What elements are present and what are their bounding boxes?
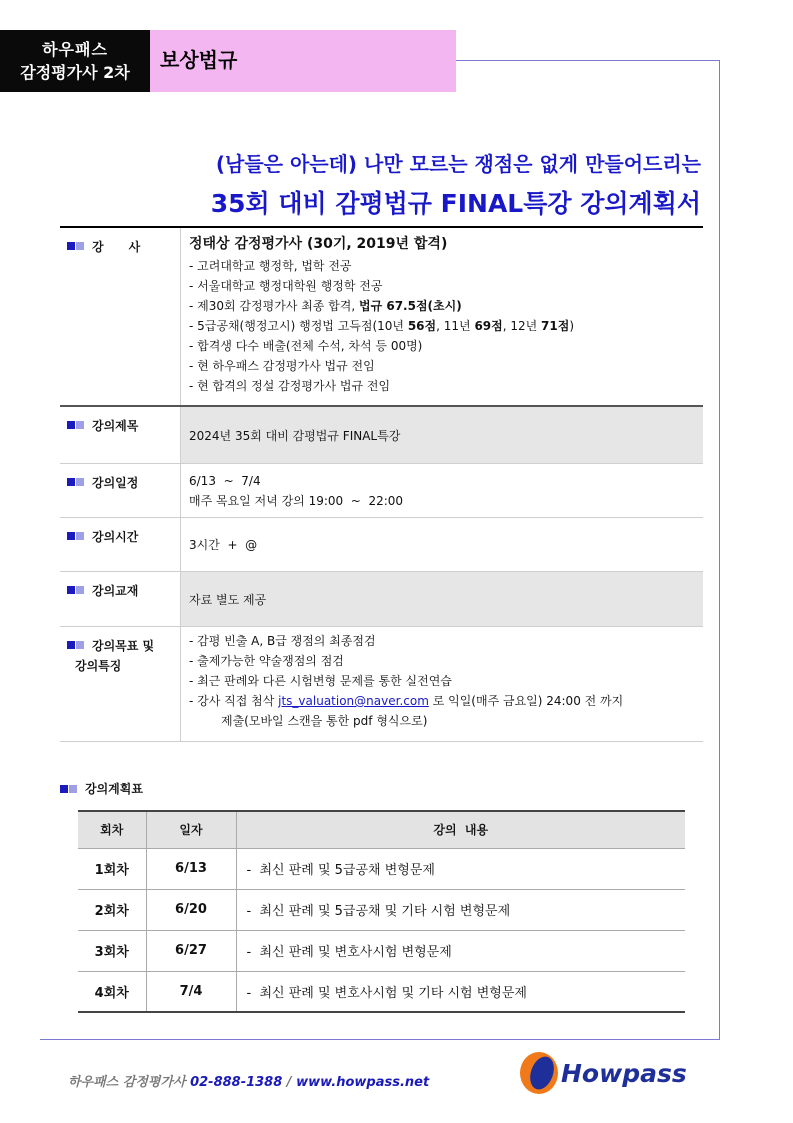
bio-line: - 현 합격의 정설 감정평가사 법규 전임 <box>189 379 391 393</box>
footer-website-link[interactable]: www.howpass.net <box>296 1075 430 1090</box>
square-bullet-icon <box>67 586 84 594</box>
goal-text: - 강사 직접 첨삭 <box>189 694 279 708</box>
hours-row <box>60 518 703 572</box>
hours-label: 강의시간 <box>92 530 139 544</box>
square-bullet-icon <box>67 532 84 540</box>
square-bullet-icon <box>67 641 84 649</box>
course-title-label-cell <box>60 407 181 463</box>
goal-line: - 출제가능한 약술쟁점의 점검 <box>189 654 344 668</box>
textbook-text: 자료 별도 제공 <box>189 593 267 607</box>
header-session: 회차 <box>78 811 146 848</box>
bio-text: - 5급공채(행정고시) 행정법 고득점(10년 <box>189 319 408 333</box>
table-row <box>78 889 685 930</box>
bio-line: - 고려대학교 행정학, 법학 전공 <box>189 259 352 273</box>
footer-contact <box>68 1071 429 1090</box>
bio-line <box>189 316 703 336</box>
header-date: 일자 <box>146 811 236 848</box>
content-cell: - 최신 판례 및 5급공채 변형문제 <box>236 848 685 889</box>
schedule-dates: 6/13 ~ 7/4 <box>189 474 261 488</box>
frame-top-line <box>455 60 720 61</box>
bio-text: , 12년 <box>502 319 542 333</box>
frame-bottom-line <box>40 1039 720 1040</box>
hours-value <box>181 518 703 571</box>
session-cell: 1회차 <box>78 848 146 889</box>
textbook-value <box>181 572 703 626</box>
goals-label <box>75 636 155 676</box>
date-cell: 6/27 <box>146 930 236 971</box>
hours-label-cell <box>60 518 181 571</box>
footer-phone: 02-888-1388 <box>190 1075 283 1090</box>
footer-separator: / <box>282 1075 297 1090</box>
header-content: 강의 내용 <box>236 811 685 848</box>
bio-text: , 11년 <box>436 319 475 333</box>
date-cell: 6/13 <box>146 848 236 889</box>
content-cell: - 최신 판례 및 변호사시험 변형문제 <box>236 930 685 971</box>
bio-score: 71점 <box>541 319 570 333</box>
course-title-label: 강의제목 <box>92 419 139 433</box>
bio-line: - 현 하우패스 감정평가사 법규 전임 <box>189 359 375 373</box>
headline-tagline: (남들은 아는데) 나만 모르는 쟁점은 없게 만들어드리는 <box>215 152 701 176</box>
bio-score: 법규 67.5점(초시) <box>359 299 462 313</box>
bio-line: - 합격생 다수 배출(전체 수석, 차석 등 00명) <box>189 339 423 353</box>
plan-section-title <box>60 780 143 797</box>
schedule-label-cell <box>60 464 181 517</box>
session-cell: 3회차 <box>78 930 146 971</box>
bio-text: - 제30회 감정평가사 최종 합격, <box>189 299 359 313</box>
goals-value <box>181 627 703 741</box>
content-cell: - 최신 판례 및 5급공채 및 기타 시험 변형문제 <box>236 889 685 930</box>
instructor-email-link[interactable]: jts_valuation@naver.com <box>278 694 429 708</box>
textbook-row <box>60 572 703 627</box>
goals-label-line: 강의목표 및 <box>92 639 155 653</box>
brand-course: 감정평가사 2차 <box>20 63 130 82</box>
instructor-label-cell <box>60 228 181 405</box>
course-title: 2024년 35회 대비 감평법규 FINAL특강 <box>189 429 401 443</box>
headline-title: 35회 대비 감평법규 FINAL특강 강의계획서 <box>210 189 701 218</box>
logo-wordmark: Howpass <box>561 1059 687 1088</box>
brand-box <box>0 30 150 92</box>
instructor-row <box>60 228 703 407</box>
textbook-label: 강의교재 <box>92 584 139 598</box>
plan-header-row <box>78 811 685 848</box>
goals-row <box>60 627 703 742</box>
square-bullet-icon <box>60 785 77 793</box>
howpass-logo <box>517 1050 712 1096</box>
goal-line: 제출(모바일 스캔을 통한 pdf 형식으로) <box>221 714 428 728</box>
schedule-value <box>181 464 703 517</box>
square-bullet-icon <box>67 478 84 486</box>
square-bullet-icon <box>67 421 84 429</box>
lecture-plan-table <box>78 810 685 1013</box>
textbook-label-cell <box>60 572 181 626</box>
bio-score: 69점 <box>474 319 503 333</box>
table-row <box>78 930 685 971</box>
brand-name: 하우패스 <box>42 40 108 59</box>
content-cell: - 최신 판례 및 변호사시험 및 기타 시험 변형문제 <box>236 971 685 1012</box>
instructor-name: 정태상 감정평가사 (30기, 2019년 합격) <box>189 236 448 252</box>
date-cell: 7/4 <box>146 971 236 1012</box>
table-row <box>78 971 685 1012</box>
session-cell: 4회차 <box>78 971 146 1012</box>
frame-right-line <box>719 60 720 1040</box>
footer-company: 하우패스 감정평가사 <box>68 1075 191 1090</box>
goals-label-line: 강의특징 <box>75 659 122 673</box>
goal-line <box>189 691 703 711</box>
session-cell: 2회차 <box>78 889 146 930</box>
table-row <box>78 848 685 889</box>
schedule-label: 강의일정 <box>92 476 139 490</box>
instructor-label: 강 사 <box>92 240 141 254</box>
goal-line: - 최근 판례와 다른 시험변형 문제를 통한 실전연습 <box>189 674 452 688</box>
bio-score: 56점 <box>407 319 437 333</box>
schedule-time: 매주 목요일 저녁 강의 19:00 ~ 22:00 <box>189 494 404 508</box>
bio-line: - 서울대학교 행정대학원 행정학 전공 <box>189 279 383 293</box>
course-title-row <box>60 407 703 464</box>
hours-text: 3시간 + @ <box>189 538 258 552</box>
course-info-table <box>60 226 703 742</box>
bio-text: ) <box>569 319 575 333</box>
goals-label-cell <box>60 627 181 741</box>
schedule-row <box>60 464 703 518</box>
square-bullet-icon <box>67 242 84 250</box>
course-title-value <box>181 407 703 463</box>
goal-line: - 감평 빈출 A, B급 쟁점의 최종점검 <box>189 634 376 648</box>
subject-title: 보상법규 <box>150 30 456 92</box>
instructor-value-cell <box>181 228 703 405</box>
bio-line <box>189 296 703 316</box>
date-cell: 6/20 <box>146 889 236 930</box>
goal-text: 로 익일(매주 금요일) 24:00 전 까지 <box>428 694 624 708</box>
plan-title-text: 강의계획표 <box>85 782 143 796</box>
